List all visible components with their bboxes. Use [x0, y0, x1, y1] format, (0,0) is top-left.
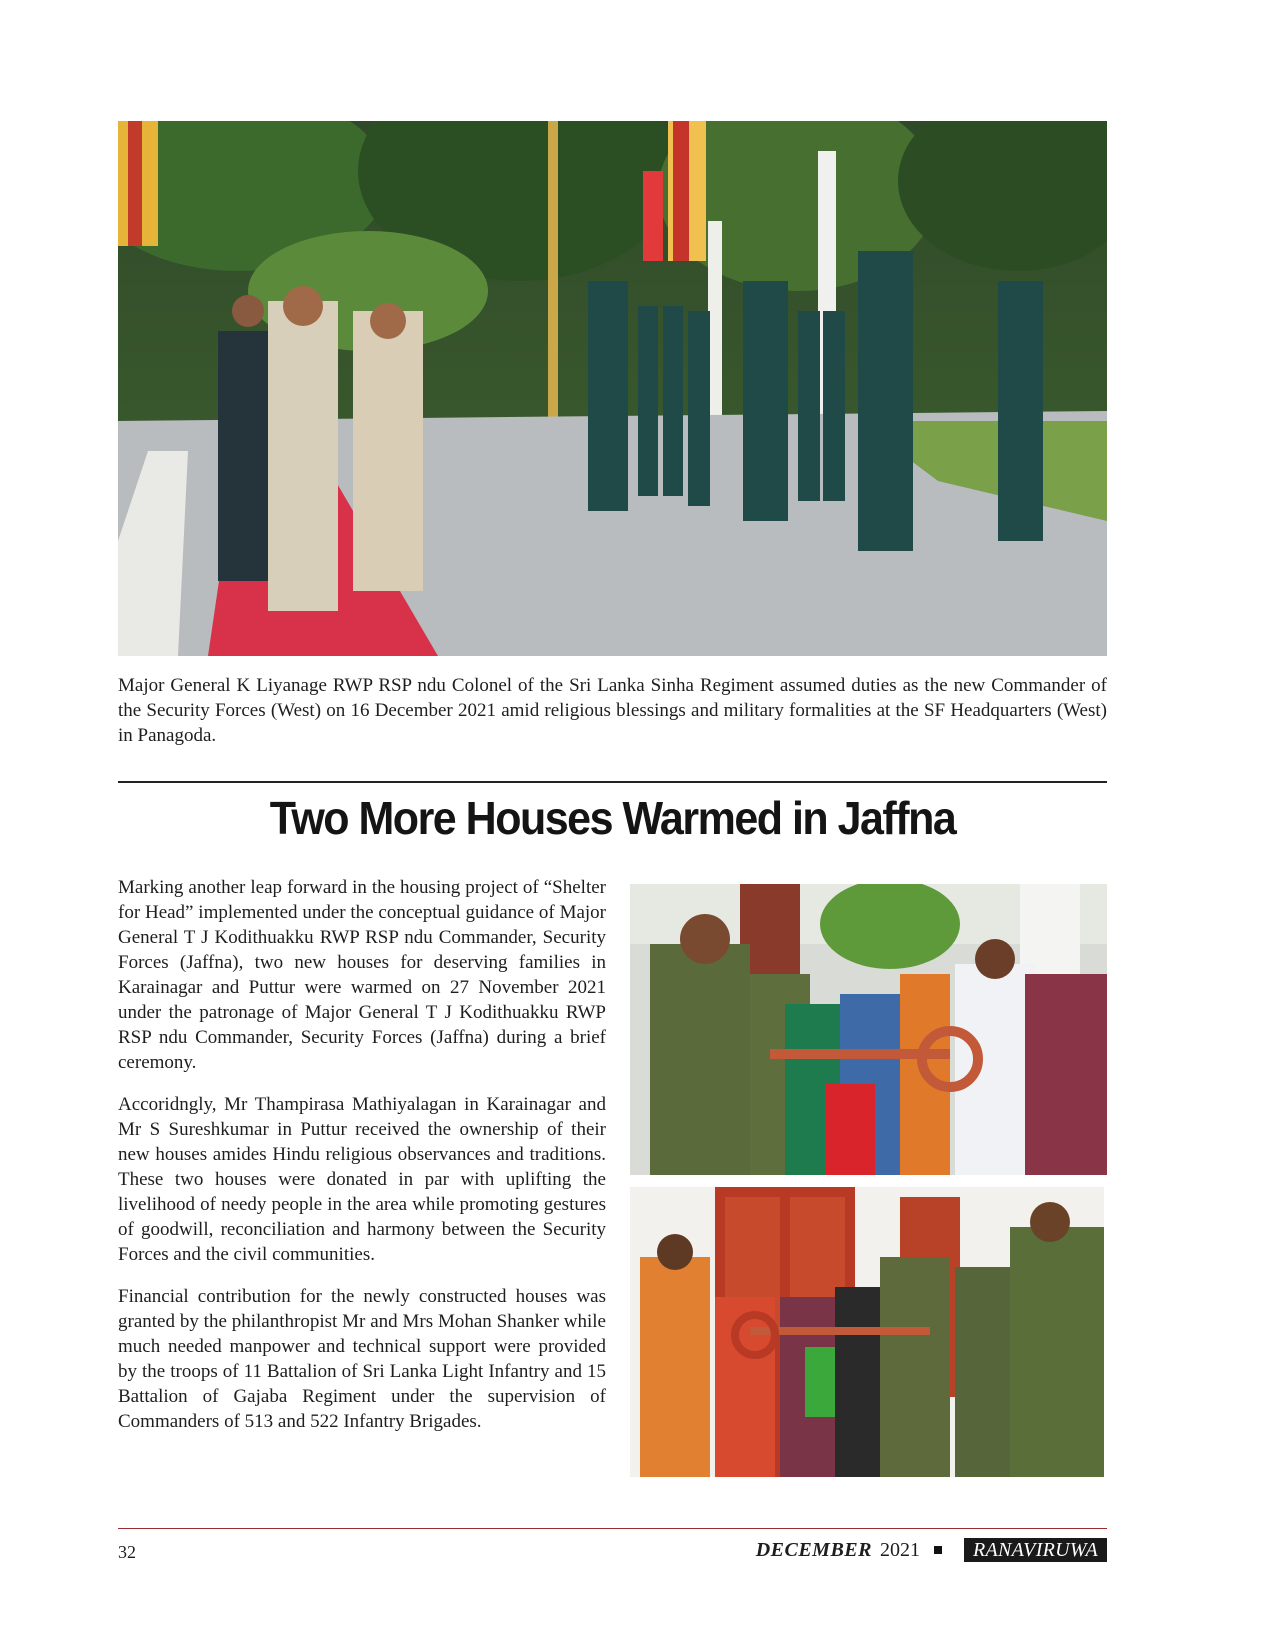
article-headline: Two More Houses Warmed in Jaffna [269, 793, 956, 845]
housing-photo-1 [630, 884, 1107, 1175]
hero-photo [118, 121, 1107, 656]
issue-month: DECEMBER [755, 1538, 872, 1561]
photo-caption: Major General K Liyanage RWP RSP ndu Colonel of the Sri Lanka Sinha Regiment assumed duties as the new Commander of the Security Forces (West) on 16 December 2021 amid religious blessings and military formalities at the SF Headquarters (West) in Panagoda. [118, 675, 1107, 746]
article-paragraph: Financial contribution for the newly constructed houses was granted by the philanthropist Mr and Mrs Mohan Shanker while much needed manpower and technical support were provided by the troops of 11 Battalion of Sri Lanka Light Infantry and 15 Battalion of Gajaba Regiment under the supervision of Commanders of 513 and 522 Infantry Brigades. [118, 1286, 606, 1432]
footer-rule [118, 1528, 1107, 1529]
page-number: 32 [118, 1542, 136, 1562]
article-body [118, 875, 606, 1451]
footer-issue [756, 1538, 1107, 1562]
article-paragraph: Accoridngly, Mr Thampirasa Mathiyalagan in Karainagar and Mr S Sureshkumar in Puttur received the ownership of their new houses amides Hindu religious observances and traditions. These two houses were donated in par with uplifting the livelihood of needy people in the area while promoting gestures of goodwill, reconciliation and harmony between the Security Forces and the civil communities. [118, 1094, 606, 1265]
magazine-name: RANAVIRUWA [964, 1538, 1107, 1562]
separator-square [934, 1546, 942, 1554]
section-divider [118, 781, 1107, 783]
issue-year: 2021 [879, 1538, 920, 1561]
article-paragraph: Marking another leap forward in the housing project of “Shelter for Head” implemented under the conceptual guidance of Major General T J Kodithuakku RWP RSP ndu Commander, Security Forces (Jaffna), two new houses for deserving families in Karainagar and Puttur were warmed on 27 November 2021 under the patronage of Major General T J Kodithuakku RWP RSP ndu Commander, Security Forces (Jaffna) during a brief ceremony. [118, 877, 606, 1073]
housing-photo-2 [630, 1187, 1104, 1477]
